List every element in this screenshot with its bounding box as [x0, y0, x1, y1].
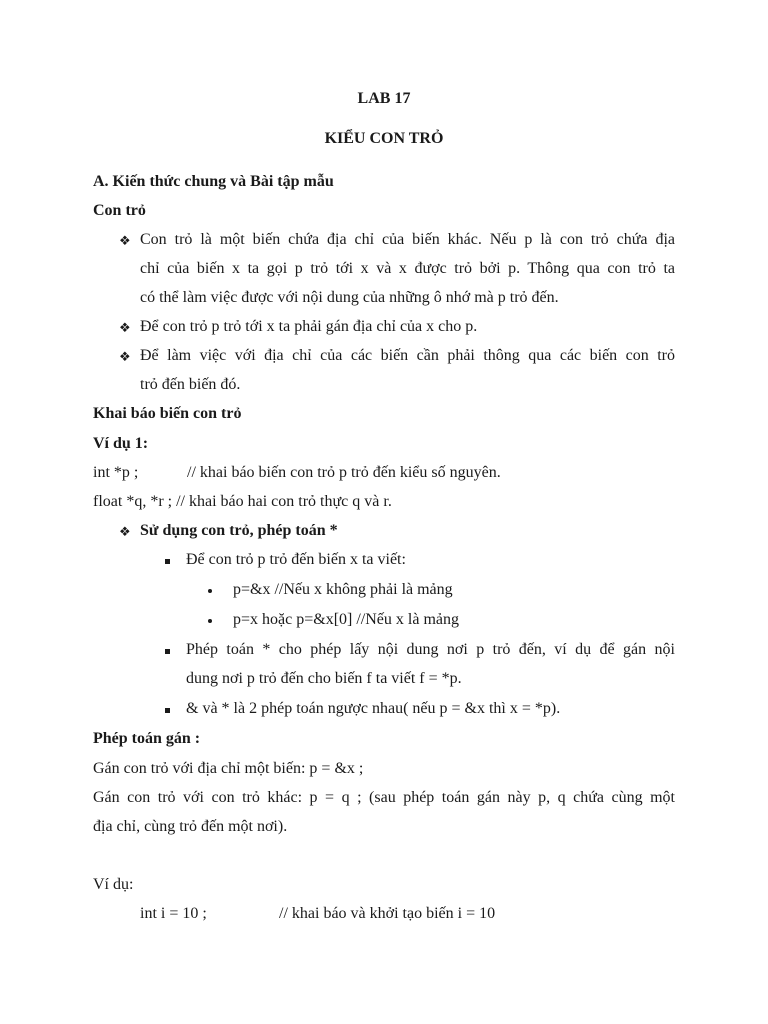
- bullet-1-line-1: Con trỏ là một biến chứa địa chỉ của biến khác. Nếu p là con trỏ chứa địa: [140, 231, 675, 248]
- phep-toan-gan-heading: Phép toán gán :: [93, 730, 201, 747]
- section-a-heading: A. Kiến thức chung và Bài tập mẫu: [93, 173, 334, 190]
- bullet-2: Để con trỏ p trỏ tới x ta phải gán địa chỉ của x cho p.: [140, 318, 478, 335]
- bullet-1-line-2: chỉ của biến x ta gọi p trỏ tới x và x được trỏ bởi p. Thông qua con trỏ ta: [140, 260, 675, 277]
- sub-bullet-1: Để con trỏ p trỏ đến biến x ta viết:: [186, 551, 406, 568]
- square-bullet-icon: [165, 649, 170, 654]
- code-line-3-declaration: int i = 10 ;: [140, 905, 207, 922]
- dot-bullet-1: p=&x //Nếu x không phải là mảng: [233, 581, 453, 598]
- diamond-bullet-icon: ❖: [119, 524, 131, 539]
- code-line-1-comment: // khai báo biến con trỏ p trỏ đến kiểu số nguyên.: [187, 464, 501, 481]
- vi-du-1-heading: Ví dụ 1:: [93, 435, 149, 452]
- vi-du-heading: Ví dụ:: [93, 876, 134, 893]
- code-line-1-declaration: int *p ;: [93, 464, 139, 481]
- sub-bullet-2-line-2: dung nơi p trỏ đến cho biến f ta viết f = *p.: [186, 670, 462, 687]
- code-line-3-comment: // khai báo và khởi tạo biến i = 10: [279, 905, 496, 922]
- sub-bullet-3: & và * là 2 phép toán ngược nhau( nếu p = &x thì x = *p).: [186, 700, 561, 717]
- bullet-1-line-3: có thể làm việc được với nội dung của những ô nhớ mà p trỏ đến.: [140, 289, 559, 306]
- diamond-bullet-icon: ❖: [119, 320, 131, 335]
- sub-bullet-2-line-1: Phép toán * cho phép lấy nội dung nơi p trỏ đến, ví dụ để gán nội: [186, 641, 675, 658]
- round-bullet-icon: [208, 619, 212, 623]
- main-title: KIỂU CON TRỎ: [324, 130, 444, 147]
- khai-bao-heading: Khai báo biến con trỏ: [93, 405, 242, 422]
- su-dung-heading: Sử dụng con trỏ, phép toán *: [140, 522, 338, 539]
- diamond-bullet-icon: ❖: [119, 349, 131, 364]
- con-tro-heading: Con trỏ: [93, 202, 146, 219]
- square-bullet-icon: [165, 708, 170, 713]
- square-bullet-icon: [165, 559, 170, 564]
- assign-line-1: Gán con trỏ với địa chỉ một biến: p = &x ;: [93, 760, 364, 777]
- assign-line-3: địa chỉ, cùng trỏ đến một nơi).: [93, 818, 288, 835]
- diamond-bullet-icon: ❖: [119, 233, 131, 248]
- code-line-2: float *q, *r ; // khai báo hai con trỏ thực q và r.: [93, 493, 392, 510]
- lab-title: LAB 17: [357, 90, 411, 107]
- assign-line-2: Gán con trỏ với con trỏ khác: p = q ; (sau phép toán gán này p, q chứa cùng một: [93, 789, 675, 806]
- bullet-3-line-2: trỏ đến biến đó.: [140, 376, 241, 393]
- dot-bullet-2: p=x hoặc p=&x[0] //Nếu x là mảng: [233, 611, 459, 628]
- round-bullet-icon: [208, 589, 212, 593]
- bullet-3-line-1: Để làm việc với địa chỉ của các biến cần phải thông qua các biến con trỏ: [140, 347, 675, 364]
